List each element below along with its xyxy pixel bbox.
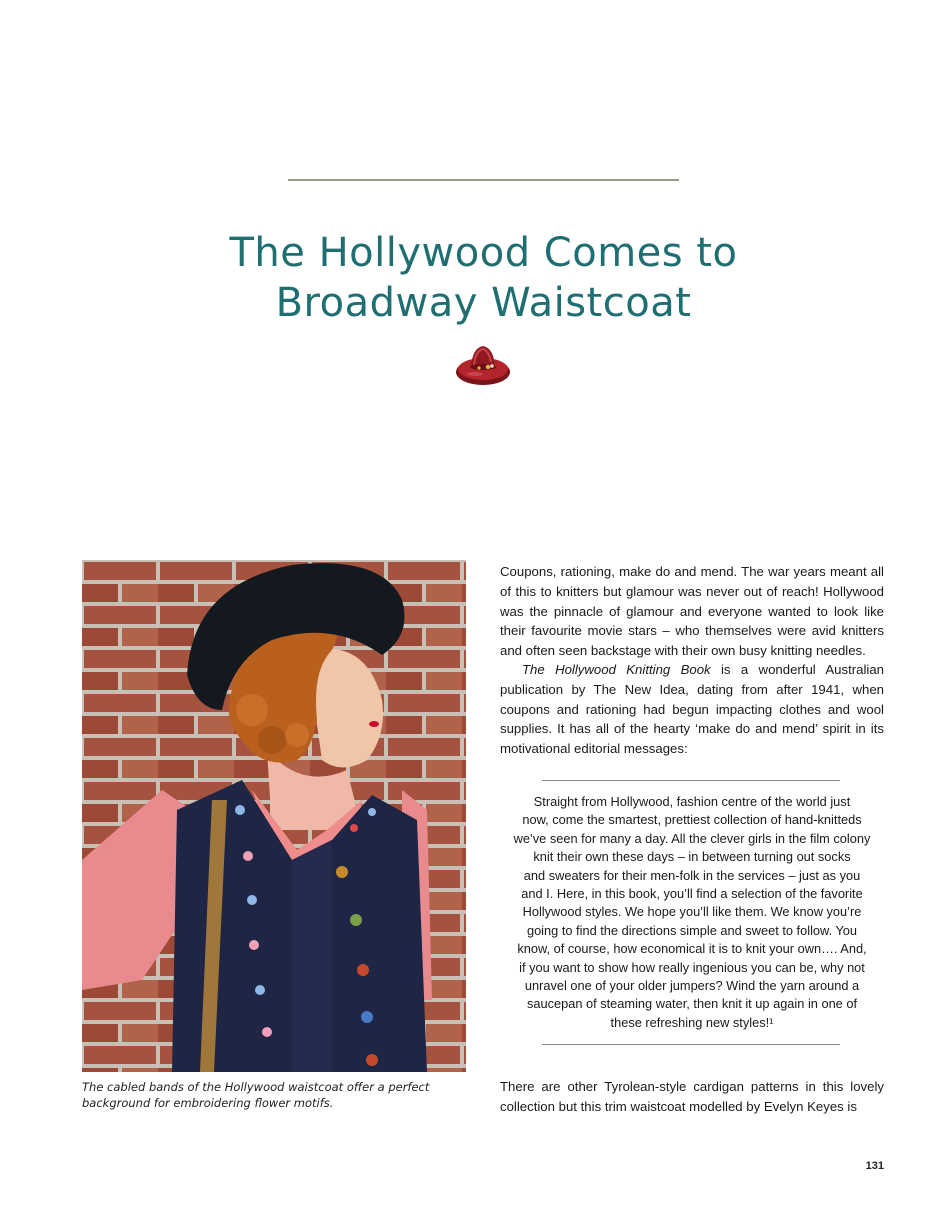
- body-paragraph-3: There are other Tyrolean-style cardigan patterns in this lovely collection but this trim waistcoat modelled by Evelyn Keyes is: [500, 1079, 884, 1114]
- body-paragraph-2: [500, 660, 884, 759]
- quote-top-rule: [542, 780, 840, 781]
- quote-line: unravel one of your older jumpers? Wind the yarn around a: [524, 978, 860, 994]
- hat-icon: [455, 342, 511, 388]
- photo-caption: The cabled bands of the Hollywood waistcoat offer a perfect background for embroidering flower motifs.: [82, 1080, 430, 1110]
- title-line-1: The Hollywood Comes to: [229, 230, 738, 276]
- quote-line: Straight from Hollywood, fashion centre of the world just: [533, 794, 851, 809]
- top-divider: [288, 179, 679, 181]
- title-line-2: Broadway Waistcoat: [275, 280, 692, 326]
- waistcoat-photo: [82, 560, 466, 1072]
- quote-line: now, come the smartest, prettiest collection of hand-knitteds: [522, 812, 862, 828]
- body-paragraph-2-text: is a wonderful Australian publication by The New Idea, dating from after 1941, when coupons and rationing had begun impacting clothes and wool supplies. It has all of the hearty ‘make do and mend’ spirit in its motivational editorial messages:: [500, 662, 884, 757]
- block-quote: [500, 793, 884, 1032]
- quote-line: saucepan of steaming water, then knit it up again in one of: [526, 996, 858, 1012]
- quote-line: going to find the directions simple and sweet to follow. You: [526, 922, 858, 938]
- quote-line: knit their own these days – in between turning out socks: [533, 849, 851, 865]
- quote-line: these refreshing new styles!¹: [610, 1014, 774, 1030]
- quote-line: and sweaters for their men-folk in the services – just as you: [523, 867, 861, 883]
- page-number: 131: [865, 1160, 884, 1172]
- quote-line: Hollywood styles. We hope you’ll like them. We know you’re: [522, 904, 862, 920]
- quote-bottom-rule: [542, 1044, 840, 1045]
- quote-line: if you want to show how really ingenious you can be, why not: [519, 959, 865, 975]
- quote-line: and I. Here, in this book, you’ll find a selection of the favorite: [521, 886, 863, 902]
- quote-line: we’ve seen for many a day. All the clever girls in the film colony: [513, 830, 871, 846]
- body-paragraph-1: Coupons, rationing, make do and mend. The war years meant all of this to knitters but glamour was never out of reach! Hollywood was the pinnacle of glamour and everyone wanted to look like their favourite movie stars – who themselves were avid knitters and often seen backstage with their own busy knitting needles.: [500, 564, 884, 659]
- page-title: [0, 228, 952, 328]
- quote-line: know, of course, how economical it is to knit your own…. And,: [517, 941, 867, 957]
- book-title: The Hollywood Knitting Book: [522, 662, 711, 677]
